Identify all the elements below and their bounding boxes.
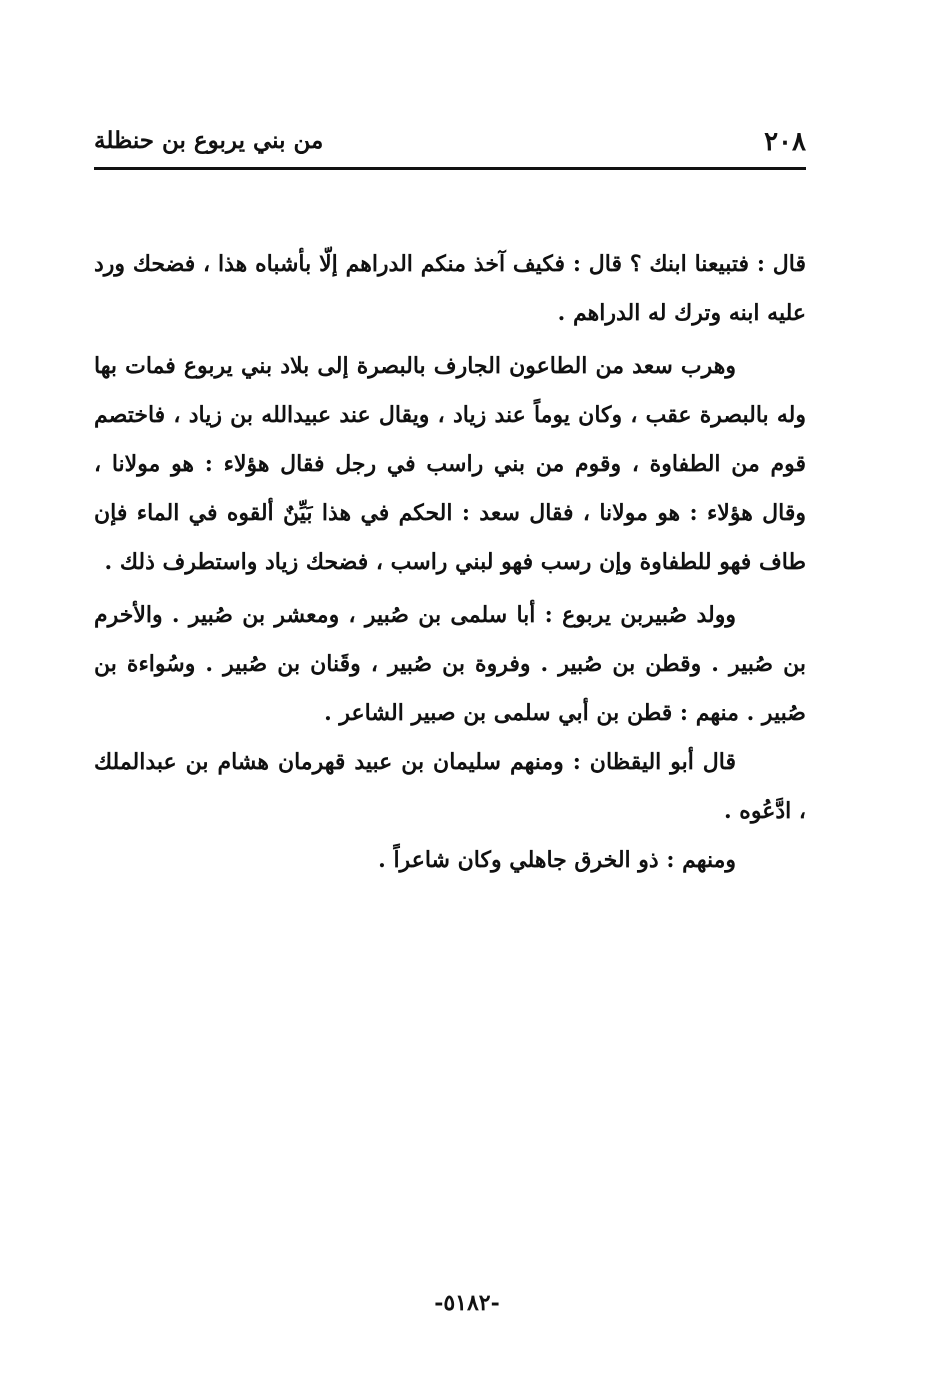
page-footer: [0, 1290, 934, 1316]
running-title: من بني يربوع بن حنظلة: [94, 127, 324, 154]
page-header: [94, 125, 806, 165]
paragraph-1: قال : فتبيعنا ابنك ؟ قال : فكيف آخذ منكم الدراهم إلّا بأشباه هذا ، فضحك ورد عليه ابنه وترك له الدراهم .: [94, 251, 806, 326]
page-number: ٢٠٨: [764, 127, 806, 157]
paragraph-2: وهرب سعد من الطاعون الجارف بالبصرة إلى بلاد بني يربوع فمات بها وله بالبصرة عقب ، وكان يوماً عند زياد ، ويقال عند عبيدالله بن زياد ، فاختصم قوم من الطفاوة ، وقوم من بني راسب في رجل فقال هؤلاء : هو مولانا ، وقال هؤلاء : هو مولانا ، فقال سعد : الحكم في هذا بَيِّنٌ ألقوه في الماء فإن طاف فهو للطفاوة وإن رسب فهو لبني راسب ، فضحك زياد واستطرف ذلك .: [94, 353, 806, 575]
paragraph-4: قال أبو اليقظان : ومنهم سليمان بن عبيد قهرمان هشام بن عبدالملك ، ادَّعُوه .: [94, 749, 806, 824]
header-rule: [94, 167, 806, 170]
paragraph-3: وولد صُبيربن يربوع : أبا سلمى بن صُبير ، ومعشر بن صُبير . والأخرم بن صُبير . وقطن بن صُبير . وفروة بن صُبير ، وقَنان بن صُبير . وسُواءة بن صُبير . منهم : قطن بن أبي سلمى بن صبير الشاعر .: [94, 602, 806, 726]
footer-page-marker: -٥١٨٢-: [434, 1290, 500, 1316]
paragraph-5: ومنهم : ذو الخرق جاهلي وكان شاعراً .: [378, 847, 736, 873]
body-text: [94, 240, 806, 885]
